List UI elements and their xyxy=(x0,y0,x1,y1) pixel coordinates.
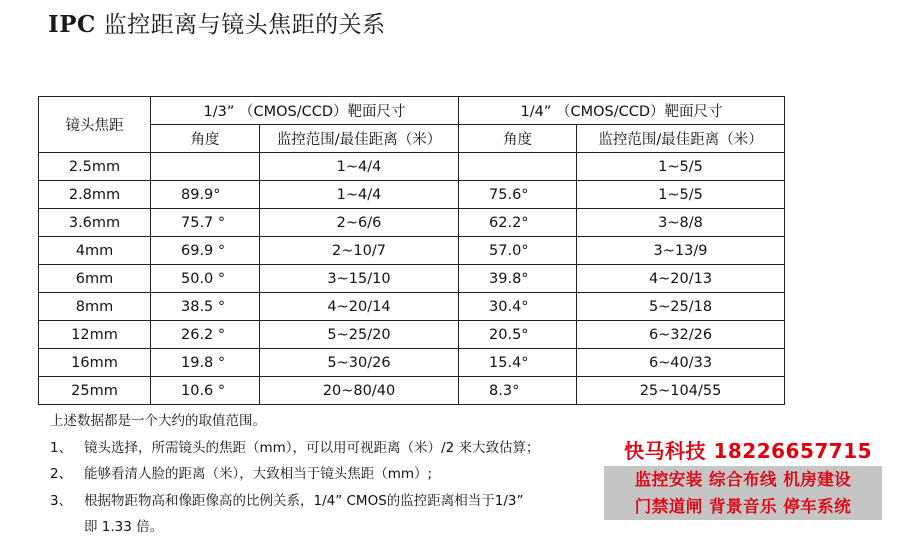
title-prefix: IPC xyxy=(48,11,96,38)
note-number: 3、 xyxy=(50,492,73,509)
subheader-range-1: 监控范围/最佳距离（米） xyxy=(260,125,459,153)
cell-angle-2: 30.4° xyxy=(459,293,577,321)
cell-range-2: 1~5/5 xyxy=(577,153,785,181)
cell-angle-1: 69.9 ° xyxy=(151,237,260,265)
notes-section xyxy=(50,408,539,541)
cell-angle-1: 38.5 ° xyxy=(151,293,260,321)
cell-range-2: 3~13/9 xyxy=(577,237,785,265)
cell-angle-1: 50.0 ° xyxy=(151,265,260,293)
cell-angle-1: 26.2 ° xyxy=(151,321,260,349)
cell-range-2: 6~40/33 xyxy=(577,349,785,377)
ad-brand-phone: 快马科技 18226657715 xyxy=(604,436,882,466)
cell-angle-1: 75.7 ° xyxy=(151,209,260,237)
title-text: 监控距离与镜头焦距的关系 xyxy=(95,12,386,38)
cell-range-2: 25~104/55 xyxy=(577,377,785,405)
header-group-1-3: 1/3” （CMOS/CCD）靶面尺寸 xyxy=(151,97,459,125)
table-row xyxy=(39,181,785,209)
subheader-angle-1: 角度 xyxy=(151,125,260,153)
cell-range-1: 4~20/14 xyxy=(260,293,459,321)
cell-range-2: 6~32/26 xyxy=(577,321,785,349)
table-row xyxy=(39,265,785,293)
focal-length-table xyxy=(38,96,785,405)
cell-range-1: 20~80/40 xyxy=(260,377,459,405)
header-group-1-4: 1/4” （CMOS/CCD）靶面尺寸 xyxy=(459,97,785,125)
note-item xyxy=(50,435,539,462)
cell-angle-2: 75.6° xyxy=(459,181,577,209)
cell-angle-1: 19.8 ° xyxy=(151,349,260,377)
cell-focal: 3.6mm xyxy=(39,209,151,237)
cell-angle-2: 57.0° xyxy=(459,237,577,265)
cell-angle-1: 10.6 ° xyxy=(151,377,260,405)
cell-angle-2: 8.3° xyxy=(459,377,577,405)
note-number: 1、 xyxy=(50,439,73,456)
table-row xyxy=(39,377,785,405)
table-row xyxy=(39,209,785,237)
cell-focal: 2.8mm xyxy=(39,181,151,209)
note-text: 能够看清人脸的距离（米），大致相当于镜头焦距（mm）; xyxy=(84,466,433,482)
cell-angle-2 xyxy=(459,153,577,181)
table-row xyxy=(39,321,785,349)
cell-range-1: 2~10/7 xyxy=(260,237,459,265)
cell-angle-2: 39.8° xyxy=(459,265,577,293)
cell-focal: 2.5mm xyxy=(39,153,151,181)
note-item xyxy=(50,461,539,488)
subheader-range-2: 监控范围/最佳距离（米） xyxy=(577,125,785,153)
page-title xyxy=(48,6,386,39)
cell-focal: 16mm xyxy=(39,349,151,377)
cell-angle-1: 89.9° xyxy=(151,181,260,209)
cell-angle-2: 62.2° xyxy=(459,209,577,237)
note-text: 根据物距物高和像距像高的比例关系，1/4” CMOS的监控距离相当于1/3” xyxy=(84,492,524,509)
cell-range-2: 4~20/13 xyxy=(577,265,785,293)
table-row xyxy=(39,153,785,181)
header-focal-length: 镜头焦距 xyxy=(39,97,151,153)
cell-range-2: 1~5/5 xyxy=(577,181,785,209)
notes-intro: 上述数据都是一个大约的取值范围。 xyxy=(50,413,266,429)
ad-services-line: 门禁道闸 背景音乐 停车系统 xyxy=(604,493,882,520)
cell-range-1: 5~25/20 xyxy=(260,321,459,349)
ad-services-line: 监控安装 综合布线 机房建设 xyxy=(604,466,882,493)
cell-angle-2: 20.5° xyxy=(459,321,577,349)
cell-angle-1 xyxy=(151,153,260,181)
cell-range-2: 3~8/8 xyxy=(577,209,785,237)
cell-focal: 8mm xyxy=(39,293,151,321)
cell-focal: 25mm xyxy=(39,377,151,405)
cell-range-1: 3~15/10 xyxy=(260,265,459,293)
table-subheader-row xyxy=(39,125,785,153)
note-number: 2、 xyxy=(50,466,73,482)
cell-range-2: 5~25/18 xyxy=(577,293,785,321)
note-continuation: 即 1.33 倍。 xyxy=(84,519,164,535)
cell-focal: 4mm xyxy=(39,237,151,265)
cell-angle-2: 15.4° xyxy=(459,349,577,377)
cell-range-1: 2~6/6 xyxy=(260,209,459,237)
cell-focal: 12mm xyxy=(39,321,151,349)
note-item xyxy=(50,488,539,515)
subheader-angle-2: 角度 xyxy=(459,125,577,153)
table-row xyxy=(39,237,785,265)
advertisement-watermark xyxy=(604,436,882,520)
cell-range-1: 1~4/4 xyxy=(260,181,459,209)
cell-range-1: 5~30/26 xyxy=(260,349,459,377)
cell-range-1: 1~4/4 xyxy=(260,153,459,181)
note-text: 镜头选择，所需镜头的焦距（mm），可以用可视距离（米）/2 来大致估算； xyxy=(84,439,540,456)
table-header-row xyxy=(39,97,785,125)
table-row xyxy=(39,293,785,321)
table-row xyxy=(39,349,785,377)
cell-focal: 6mm xyxy=(39,265,151,293)
